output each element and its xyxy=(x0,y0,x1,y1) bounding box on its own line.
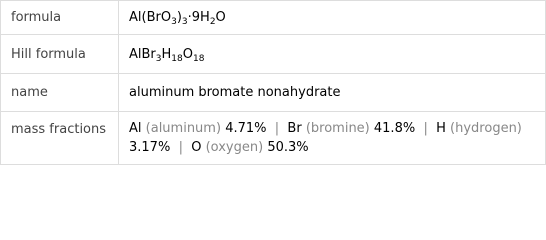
hill-subscript: 3 xyxy=(155,53,162,64)
mass-fractions-label: mass fractions xyxy=(1,112,119,165)
name-value: aluminum bromate nonahydrate xyxy=(119,74,546,112)
hill-subscript: 18 xyxy=(171,53,183,64)
formula-part: ·9H xyxy=(187,10,210,25)
separator: | xyxy=(178,140,183,155)
hill-subscript: 18 xyxy=(192,53,205,64)
name-row xyxy=(1,74,546,112)
mass-fraction-element-o: (oxygen) xyxy=(205,140,264,155)
formula-value xyxy=(119,1,546,35)
formula-row xyxy=(1,1,546,35)
mass-fraction-symbol-o: O xyxy=(191,140,202,155)
mass-fraction-symbol-h: H xyxy=(436,121,446,136)
hill-formula-label: Hill formula xyxy=(1,35,119,74)
hill-formula-row xyxy=(1,35,546,74)
formula-subscript: 3 xyxy=(181,17,188,27)
separator: | xyxy=(274,121,280,136)
hill-part: AlBr xyxy=(129,46,156,62)
mass-fractions-row xyxy=(1,112,546,165)
formula-part: ) xyxy=(176,10,182,25)
hill-part: H xyxy=(161,46,172,62)
formula-subscript: 3 xyxy=(171,17,177,27)
mass-fraction-element-br: (bromine) xyxy=(305,121,370,136)
formula-label: formula xyxy=(1,1,119,35)
hill-formula-value xyxy=(119,35,546,74)
name-label: name xyxy=(1,74,119,112)
mass-fraction-value-h: 3.17% xyxy=(129,140,171,155)
formula-part: Al(BrO xyxy=(129,10,172,25)
separator: | xyxy=(423,121,428,136)
mass-fraction-value-o: 50.3% xyxy=(267,140,309,155)
mass-fraction-element-al: (aluminum) xyxy=(145,121,222,136)
mass-fraction-element-h: (hydrogen) xyxy=(450,121,522,136)
mass-fraction-symbol-br: Br xyxy=(287,121,302,136)
mass-fraction-symbol-al: Al xyxy=(129,121,142,136)
mass-fraction-value-al: 4.71% xyxy=(225,121,267,136)
hill-part: O xyxy=(182,46,193,62)
mass-fractions-value xyxy=(119,112,546,165)
formula-part: O xyxy=(215,10,226,25)
formula-subscript: 2 xyxy=(209,17,216,27)
mass-fraction-value-br: 41.8% xyxy=(373,121,416,136)
